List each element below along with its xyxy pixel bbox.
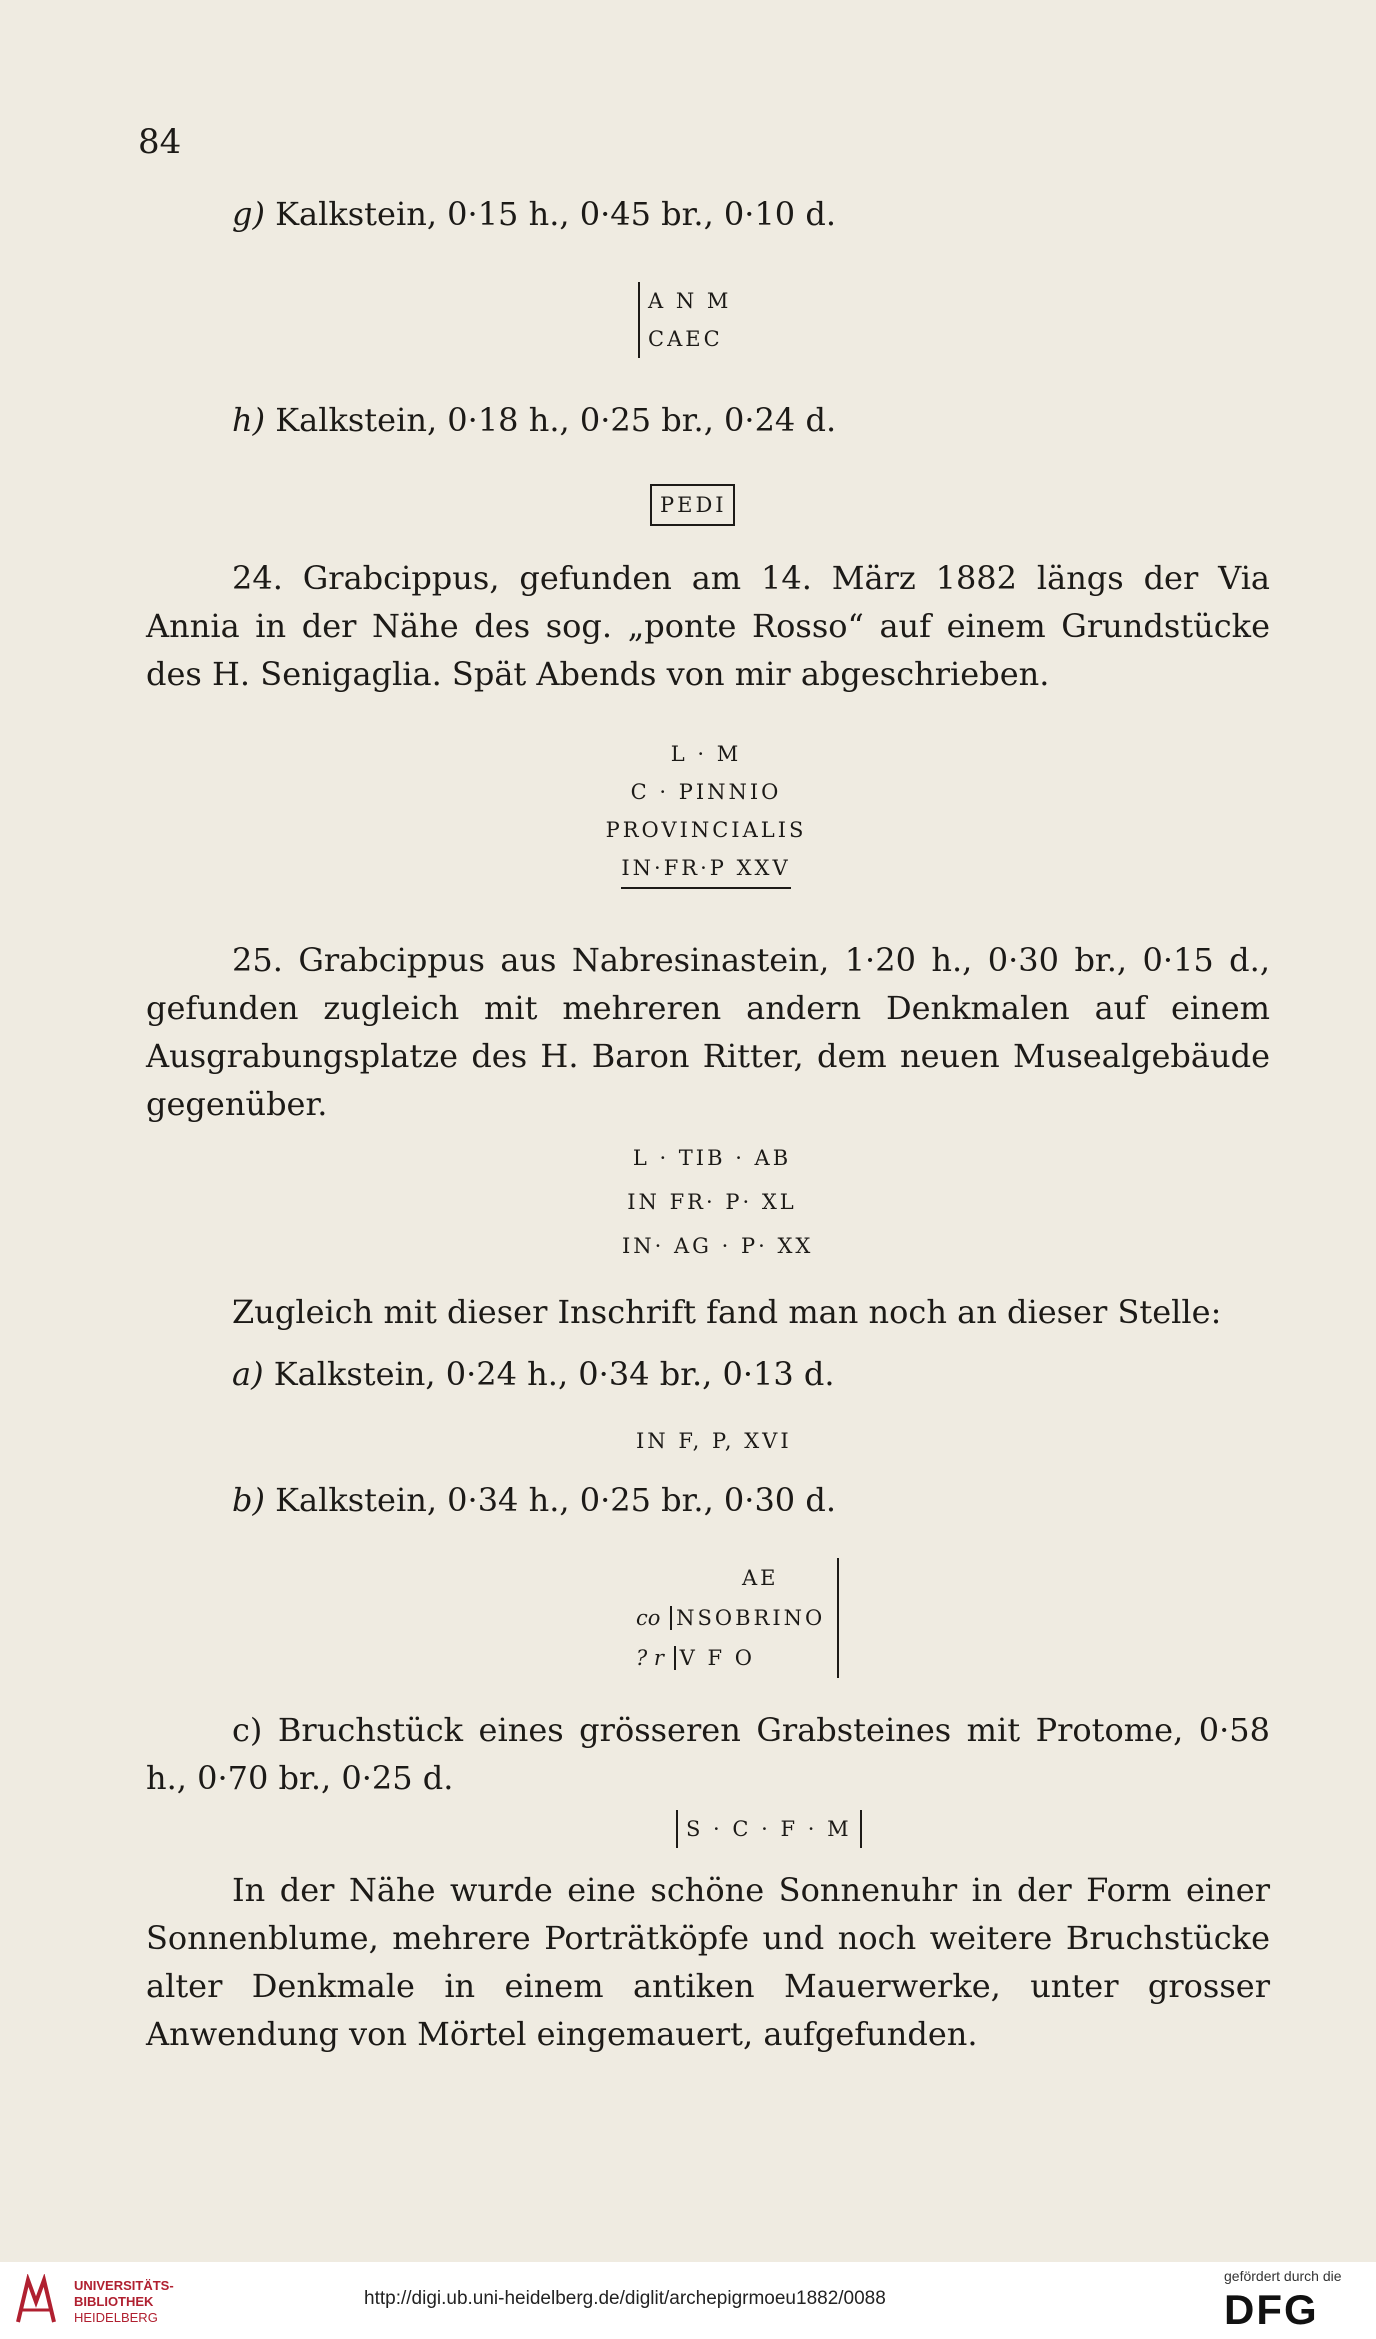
entry-25: 25. Grabcippus aus Nabresinastein, 1·20 h., 0·30 br., 0·15 d., gefunden zugleich mit mehreren andern Denkmalen auf einem Ausgrabungsplatze des H. Baron Ritter, dem neuen Musealgebäude gegenüber. — [146, 941, 1270, 1123]
inscription-b-line3: V F O — [674, 1646, 755, 1670]
inscription-24-line1: L · M — [670, 742, 742, 766]
closing-paragraph: In der Nähe wurde eine schöne Sonnenuhr in der Form einer Sonnenblume, mehrere Porträtköpfe und noch weitere Bruchstücke alter Denkmale in einem antiken Mauerwerke, unter grosser Anwendung von Mörtel eingemauert, aufgefunden. — [146, 1871, 1270, 2053]
inscription-b-line2-row — [636, 1598, 825, 1638]
inscription-b-line2-prefix: co — [636, 1606, 661, 1630]
inscription-24-line2: C · PINNIO — [630, 780, 782, 804]
inscription-b-line2: NSOBRINO — [670, 1606, 825, 1630]
item-a-letter: a) — [232, 1355, 264, 1393]
inscription-25-line1: L · TIB · AB — [632, 1146, 792, 1170]
item-h-text: Kalkstein, 0·18 h., 0·25 br., 0·24 d. — [275, 401, 837, 439]
footer — [0, 2262, 1376, 2339]
item-g-letter: g) — [232, 195, 265, 233]
inscription-h-line1: PEDI — [660, 493, 727, 517]
inscription-a-line1: IN F, P, XVI — [636, 1429, 792, 1453]
inscription-b — [636, 1558, 839, 1678]
funding-label: gefördert durch die — [1224, 2268, 1342, 2284]
inscription-b-line1: AE — [742, 1566, 779, 1590]
item-a — [232, 1350, 835, 1398]
page-number: 84 — [138, 122, 182, 162]
inscription-b-line3-prefix: ? r — [636, 1646, 664, 1670]
inscription-24 — [594, 735, 818, 889]
item-b-text: Kalkstein, 0·34 h., 0·25 br., 0·30 d. — [275, 1481, 836, 1519]
inscription-c — [676, 1810, 862, 1848]
inscription-25-line2: IN FR· P· XL — [627, 1190, 797, 1214]
library-line2: BIBLIOTHEK — [74, 2294, 154, 2309]
inscription-24-line3: PROVINCIALIS — [605, 818, 807, 842]
item-h-letter: h) — [232, 401, 266, 439]
entry-24: 24. Grabcippus, gefunden am 14. März 1882 längs der Via Annia in der Nähe des sog. „ponte Rosso“ auf einem Grundstücke des H. Senigaglia. Spät Abends von mir abgeschrieben. — [146, 559, 1270, 693]
item-g-text: Kalkstein, 0·15 h., 0·45 br., 0·10 d. — [275, 195, 836, 233]
library-line3: HEIDELBERG — [74, 2310, 158, 2325]
zugleich-text: Zugleich mit dieser Inschrift fand man noch an dieser Stelle: — [232, 1293, 1222, 1331]
permalink-url[interactable]: http://digi.ub.uni-heidelberg.de/diglit/archepigrmoeu1882/0088 — [364, 2288, 886, 2309]
inscription-a — [636, 1422, 792, 1460]
inscription-25 — [622, 1136, 814, 1268]
inscription-25-line3: IN· AG · P· XX — [622, 1234, 814, 1258]
inscription-h — [650, 484, 735, 526]
inscription-c-line1: S · C · F · M — [686, 1817, 852, 1841]
inscription-b-line3-row — [636, 1638, 825, 1678]
item-h — [232, 396, 836, 444]
library-name — [74, 2278, 174, 2326]
item-a-text: Kalkstein, 0·24 h., 0·34 br., 0·13 d. — [273, 1355, 835, 1393]
library-line1: UNIVERSITÄTS- — [74, 2278, 174, 2293]
item-b-letter: b) — [232, 1481, 265, 1519]
item-c: c) Bruchstück eines grösseren Grabsteines mit Protome, 0·58 h., 0·70 br., 0·25 d. — [146, 1711, 1270, 1797]
dfg-logo: DFG — [1224, 2286, 1319, 2333]
item-g — [232, 190, 836, 238]
inscription-g-line1: A N M — [648, 289, 732, 313]
inscription-g — [638, 282, 731, 358]
library-seal-icon — [14, 2274, 58, 2326]
inscription-24-line4: IN·FR·P XXV — [621, 849, 790, 889]
item-b — [232, 1476, 836, 1524]
inscription-g-line2: CAEC — [648, 327, 723, 351]
